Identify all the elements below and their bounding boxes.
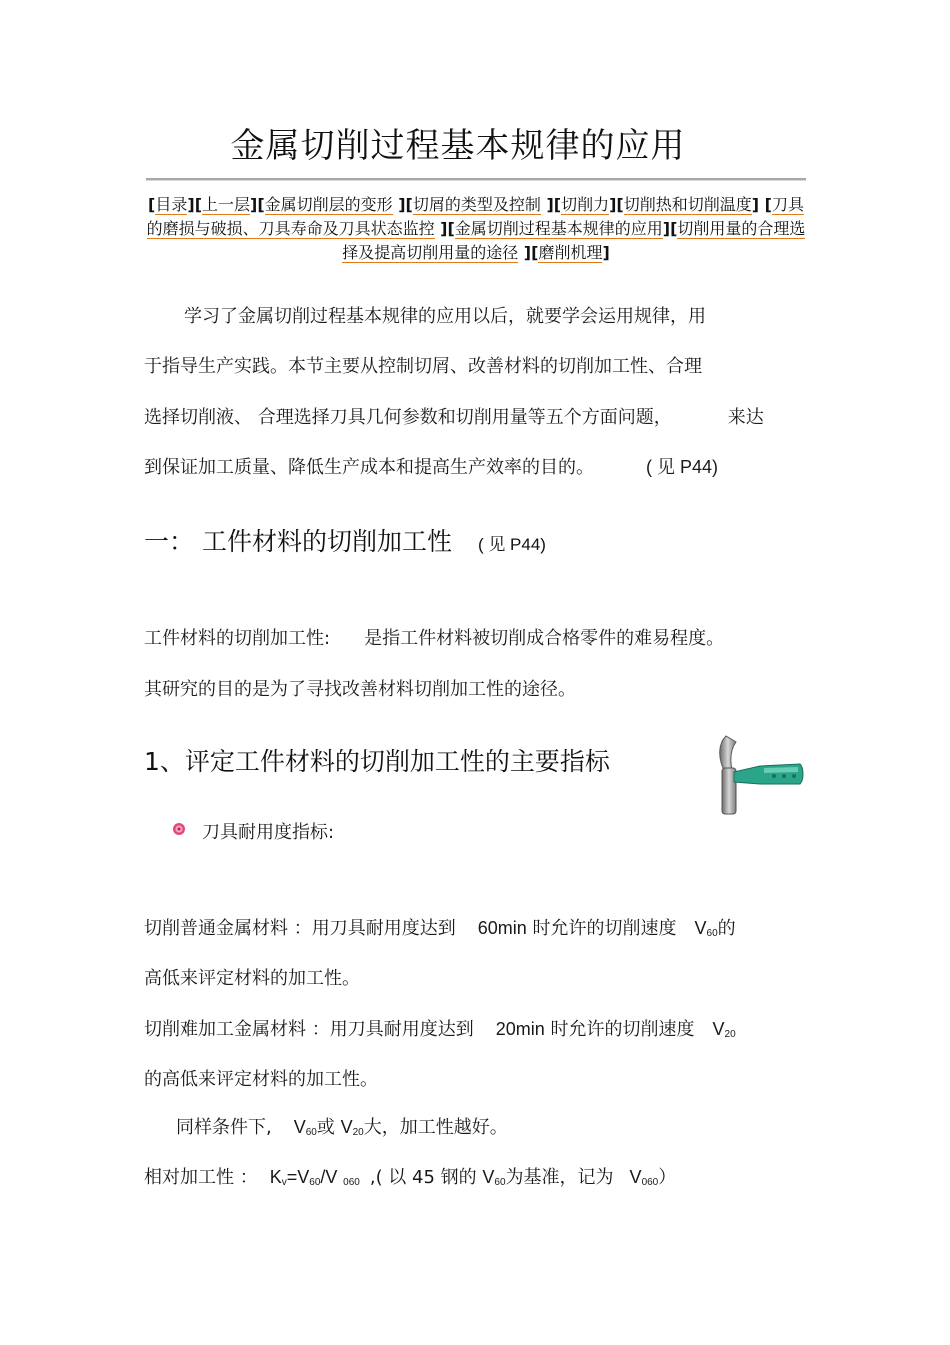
definition-line-2: 其研究的目的是为了寻找改善材料切削加工性的途径。: [144, 679, 576, 700]
nav-link-contents[interactable]: 目录: [155, 195, 188, 214]
criterion-difficult-line-2: 的高低来评定材料的加工性。: [144, 1069, 378, 1090]
nav-link-chip-types[interactable]: 切屑的类型及控制: [412, 195, 541, 214]
nav-link-application[interactable]: 金属切削过程基本规律的应用: [454, 219, 663, 238]
page-reference: ( 见 P44): [646, 457, 719, 477]
nav-link-parent[interactable]: 上一层: [202, 195, 251, 214]
flower-bullet-icon: [172, 822, 186, 836]
definition-line-1: 工件材料的切削加工性: 是指工件材料被切削成合格零件的难易程度。: [144, 628, 725, 649]
nav-link-grinding[interactable]: 磨削机理: [538, 243, 603, 262]
intro-line-3: 选择切削液、 合理选择刀具几何参数和切削用量等五个方面问题， 来达: [144, 407, 764, 428]
criterion-difficult-line-1: 切削难加工金属材料 ：用刀具耐用度达到 20min 时允许的切削速度 V20: [144, 1019, 736, 1040]
title-divider: [146, 178, 806, 181]
page-title: 金属切削过程基本规律的应用: [230, 126, 686, 166]
hammer-icon: [714, 732, 806, 818]
comparison-line: 同样条件下, V60或 V20大，加工性越好。: [176, 1117, 508, 1138]
nav-link-tool-wear[interactable]: 刀具的磨损与破损、刀具寿命及刀具状态监控: [146, 195, 804, 238]
intro-line-4: 到保证加工质量、降低生产成本和提高生产效率的目的。 ( 见 P44): [144, 457, 719, 478]
bullet-text: 刀具耐用度指标:: [202, 822, 335, 843]
intro-line-2: 于指导生产实践。本节主要从控制切屑、改善材料的切削加工性、合理: [144, 356, 702, 377]
intro-line-1: 学习了金属切削过程基本规律的应用以后，就要学会运用规律，用: [184, 306, 706, 327]
nav-links: [目录][上一层][金属切削层的变形 ][切屑的类型及控制 ][切削力][切削热和切削温度] [刀具的磨损与破损、刀具寿命及刀具状态监控 ][金属切削过程基本规律的应用][切削用量的合理选择及提高切削用量的途径 ][磨削机理]: [146, 195, 806, 262]
nav-link-deformation[interactable]: 金属切削层的变形: [264, 195, 393, 214]
criterion-normal-line-1: 切削普通金属材料 ：用刀具耐用度达到 60min 时允许的切削速度 V60的: [144, 918, 736, 939]
nav-link-cutting-force[interactable]: 切削力: [561, 195, 610, 214]
relative-machinability-line: 相对加工性 ： Kv=V60/V 060 ,( 以 45 钢的 V60为基准，记为 V060）: [144, 1167, 677, 1188]
section-reference: ( 见 P44): [477, 535, 546, 554]
nav-link-cutting-heat[interactable]: 切削热和切削温度: [623, 195, 752, 214]
criterion-normal-line-2: 高低来评定材料的加工性。: [144, 968, 360, 989]
section-heading: 一： 工件材料的切削加工性 ( 见 P44): [144, 527, 546, 556]
subsection-heading: 1、评定工件材料的切削加工性的主要指标: [144, 747, 610, 776]
nav-link-cutting-parameters[interactable]: 切削用量的合理选择及提高切削用量的途径: [342, 219, 806, 262]
